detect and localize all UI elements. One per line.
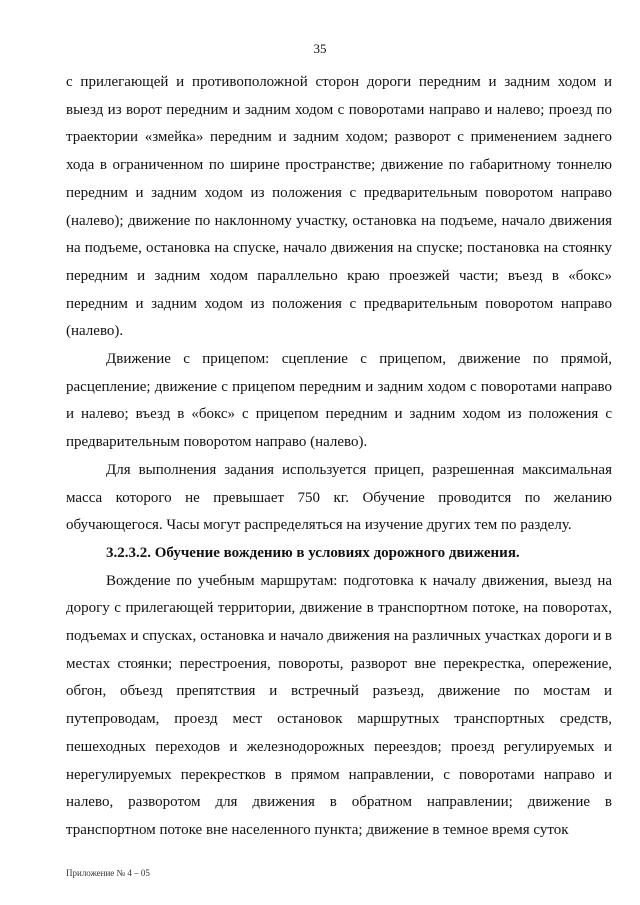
paragraph-road-driving: Вождение по учебным маршрутам: подготовка к началу движения, выезд на дорогу с прилегающей территории, движение в транспортном потоке, на поворотах, подъемах и спусках, остановка и начало движения на различных участках дороги и в местах стоянки; перестроения, повороты, разворот вне перекрестка, опережение, обгон, объезд препятствия и встречный разъезд, движение по мостам и путепроводам, проезд мест остановок маршрутных транспортных средств, пешеходных переходов и железнодорожных переездов; проезд регулируемых и нерегулируемых перекрестков в прямом направлении, с поворотами направо и налево, разворотом для движения в обратном направлении; движение в транспортном потоке вне населенного пункта; движение в темное время суток <box>66 572 612 838</box>
page-footer: Приложение № 4 – 05 <box>66 868 150 878</box>
page-body <box>66 69 612 845</box>
paragraph-trailer-note: Для выполнения задания используется прицеп, разрешенная максимальная масса которого не превышает 750 кг. Обучение проводится по желанию обучающегося. Часы могут распределяться на изучение других тем по разделу. <box>66 461 612 534</box>
paragraph-trailer-driving: Движение с прицепом: сцепление с прицепом, движение по прямой, расцепление; движение с прицепом передним и задним ходом с поворотами направо и налево; въезд в «бокс» с прицепом передним и задним ходом из положения с предварительным поворотом направо (налево). <box>66 351 612 451</box>
section-heading: 3.2.3.2. Обучение вождению в условиях дорожного движения. <box>106 544 520 561</box>
paragraph-continuation: с прилегающей и противоположной сторон дороги передним и задним ходом и выезд из ворот передним и задним ходом с поворотами направо и налево; проезд по траектории «змейка» передним и задним ходом; разворот с применением заднего хода в ограниченном по ширине пространстве; движение по габаритному тоннелю передним и задним ходом из положения с предварительным поворотом направо (налево); движение по наклонному участку, остановка на подъеме, начало движения на подъеме, остановка на спуске, начало движения на спуске; постановка на стоянку передним и задним ходом параллельно краю проезжей части; въезд в «бокс» передним и задним ходом из положения с предварительным поворотом направо (налево). <box>66 74 612 340</box>
page-number: 35 <box>313 41 327 56</box>
